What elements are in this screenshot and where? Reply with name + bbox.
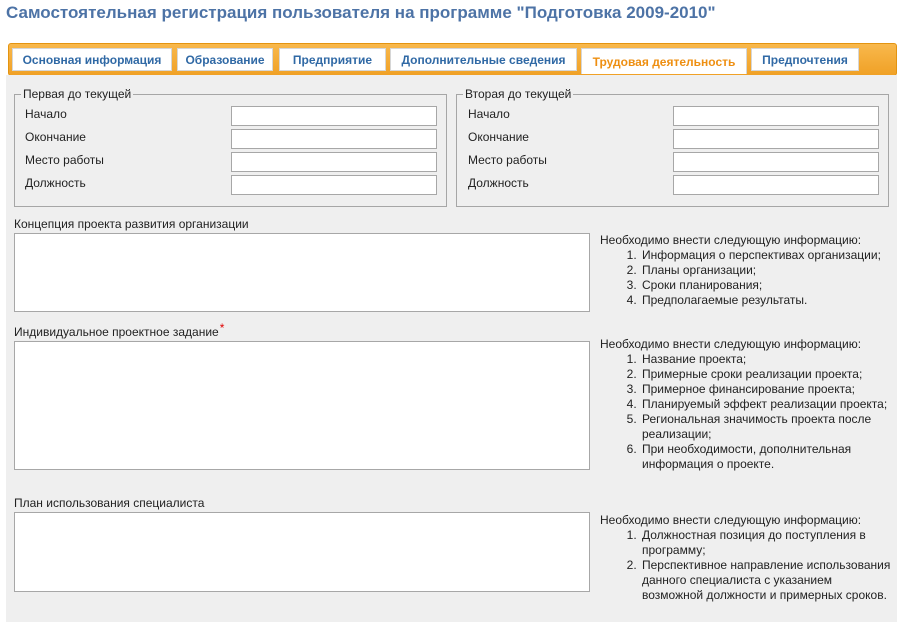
assignment-label [14,321,225,339]
form-panel [6,75,897,622]
assignment-hint-list [600,352,896,472]
tab-education[interactable]: Образование [177,48,273,71]
assignment-hint [600,337,896,472]
hint-item: 6. При необходимости, дополнительная информация о проекте. [640,442,896,472]
plan-hint-title: Необходимо внести следующую информацию: [600,513,862,527]
concept-hint [600,233,896,308]
tab-bar [8,43,897,76]
second-job-legend: Вторая до текущей [465,87,572,101]
first-job-start-label: Начало [25,107,67,121]
second-job-workplace-label: Место работы [468,153,547,167]
concept-hint-list [600,248,896,308]
tab-additional-info[interactable]: Дополнительные сведения [390,48,577,71]
hint-item: 4. Планируемый эффект реализации проекта; [640,397,896,412]
first-job-end-input[interactable] [231,129,437,149]
second-job-start-label: Начало [468,107,510,121]
assignment-hint-title: Необходимо внести следующую информацию: [600,337,862,351]
concept-hint-title: Необходимо внести следующую информацию: [600,233,862,247]
second-job-end-input[interactable] [673,129,879,149]
plan-label: План использования специалиста [14,496,205,510]
first-job-workplace-label: Место работы [25,153,104,167]
hint-item: 1. Должностная позиция до поступления в программу; [640,528,896,558]
second-job-workplace-input[interactable] [673,152,879,172]
assignment-textarea[interactable] [14,341,590,470]
hint-item: 1. Информация о перспективах организации; [640,248,896,263]
hint-item: 3. Сроки планирования; [640,278,896,293]
first-job-end-label: Окончание [25,130,86,144]
first-job-start-input[interactable] [231,106,437,126]
concept-label: Концепция проекта развития организации [14,217,249,231]
second-job-position-label: Должность [468,176,529,190]
second-job-start-input[interactable] [673,106,879,126]
hint-item: 1. Название проекта; [640,352,896,367]
required-asterisk: * [219,321,225,335]
tab-preferences[interactable]: Предпочтения [751,48,859,71]
page-title: Самостоятельная регистрация пользователя на программе "Подготовка 2009-2010" [6,3,716,22]
concept-textarea[interactable] [14,233,590,312]
second-job-end-label: Окончание [468,130,529,144]
tab-enterprise[interactable]: Предприятие [279,48,386,71]
hint-item: 2. Примерные сроки реализации проекта; [640,367,896,382]
first-job-position-input[interactable] [231,175,437,195]
plan-hint [600,513,896,603]
tab-main-info[interactable]: Основная информация [12,48,172,71]
hint-item: 2. Перспективное направление использования данного специалиста с указанием возможной должности и примерных сроков. [640,558,896,603]
assignment-label-text: Индивидуальное проектное задание [14,325,219,339]
tab-work-experience[interactable]: Трудовая деятельность [581,48,747,74]
first-job-workplace-input[interactable] [231,152,437,172]
hint-item: 4. Предполагаемые результаты. [640,293,896,308]
hint-item: 3. Примерное финансирование проекта; [640,382,896,397]
hint-item: 2. Планы организации; [640,263,896,278]
first-job-position-label: Должность [25,176,86,190]
plan-hint-list [600,528,896,603]
second-job-position-input[interactable] [673,175,879,195]
plan-textarea[interactable] [14,512,590,592]
hint-item: 5. Региональная значимость проекта после реализации; [640,412,896,442]
first-job-legend: Первая до текущей [23,87,132,101]
